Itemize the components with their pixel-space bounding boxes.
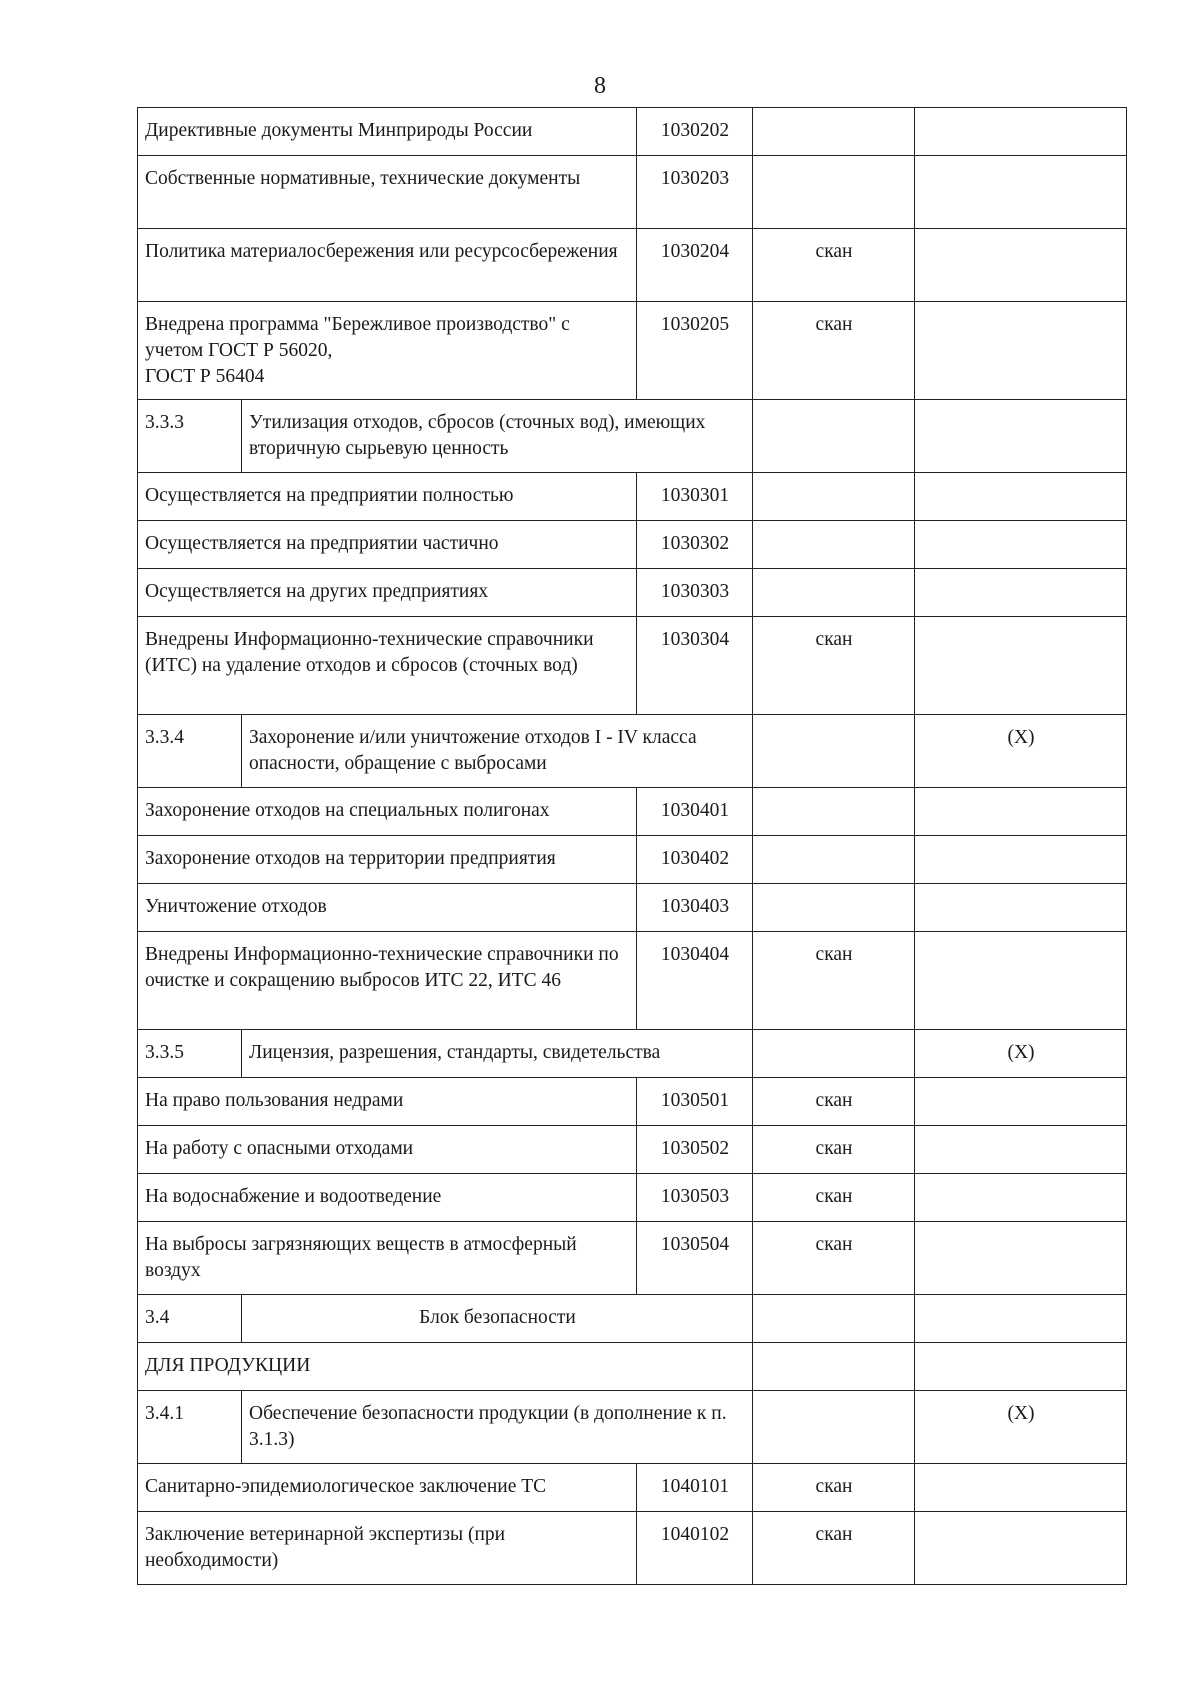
- row-text: Внедрены Информационно-технические справочники по очистке и сокращению выбросов ИТС 22, ИТС 46: [138, 932, 637, 1030]
- row-code: 1030301: [637, 473, 753, 521]
- row-mark: [753, 788, 915, 836]
- table-row: [138, 1222, 1127, 1295]
- section-row: [138, 715, 1127, 788]
- row-x: [915, 1464, 1127, 1512]
- row-x: [915, 617, 1127, 715]
- row-mark: скан: [753, 302, 915, 400]
- row-mark: скан: [753, 1174, 915, 1222]
- row-x: [915, 108, 1127, 156]
- row-x: [915, 1126, 1127, 1174]
- row-code: 1030402: [637, 836, 753, 884]
- row-text: Уничтожение отходов: [138, 884, 637, 932]
- table-row: [138, 836, 1127, 884]
- row-code: 1040101: [637, 1464, 753, 1512]
- table-row: [138, 569, 1127, 617]
- row-mark: [753, 1343, 915, 1391]
- row-mark: [753, 1030, 915, 1078]
- section-row: [138, 1030, 1127, 1078]
- row-code: 1030504: [637, 1222, 753, 1295]
- table-row: [138, 302, 1127, 400]
- table-row: [138, 788, 1127, 836]
- row-mark: скан: [753, 932, 915, 1030]
- table-row: [138, 884, 1127, 932]
- row-text: Захоронение отходов на территории предприятия: [138, 836, 637, 884]
- section-number: 3.3.5: [138, 1030, 242, 1078]
- section-row: [138, 1391, 1127, 1464]
- row-text: Собственные нормативные, технические документы: [138, 156, 637, 229]
- row-text: На право пользования недрами: [138, 1078, 637, 1126]
- row-mark: [753, 400, 915, 473]
- row-text: Внедрена программа "Бережливое производство" с учетом ГОСТ Р 56020, ГОСТ Р 56404: [138, 302, 637, 400]
- table-row: [138, 108, 1127, 156]
- row-mark: скан: [753, 1126, 915, 1174]
- table-row: [138, 1464, 1127, 1512]
- row-code: 1030403: [637, 884, 753, 932]
- section-row: [138, 400, 1127, 473]
- section-row: [138, 1295, 1127, 1343]
- section-title: Блок безопасности: [242, 1295, 753, 1343]
- row-x: [915, 932, 1127, 1030]
- row-x: (X): [915, 1030, 1127, 1078]
- row-text: Заключение ветеринарной экспертизы (при необходимости): [138, 1512, 637, 1585]
- table-row: [138, 1078, 1127, 1126]
- row-text: Санитарно-эпидемиологическое заключение ТС: [138, 1464, 637, 1512]
- row-code: 1030302: [637, 521, 753, 569]
- row-text: Захоронение отходов на специальных полигонах: [138, 788, 637, 836]
- row-text: Осуществляется на предприятии частично: [138, 521, 637, 569]
- table-row: [138, 617, 1127, 715]
- group-row: [138, 1343, 1127, 1391]
- row-x: [915, 229, 1127, 302]
- row-x: [915, 788, 1127, 836]
- page-number: 8: [594, 73, 606, 99]
- row-text: Внедрены Информационно-технические справочники (ИТС) на удаление отходов и сбросов (сточных вод): [138, 617, 637, 715]
- row-code: 1030501: [637, 1078, 753, 1126]
- section-title: Захоронение и/или уничтожение отходов I - IV класса опасности, обращение с выбросами: [242, 715, 753, 788]
- row-x: [915, 473, 1127, 521]
- row-code: 1030204: [637, 229, 753, 302]
- row-code: 1030503: [637, 1174, 753, 1222]
- row-code: 1030205: [637, 302, 753, 400]
- table-row: [138, 156, 1127, 229]
- row-x: [915, 836, 1127, 884]
- row-mark: [753, 1295, 915, 1343]
- row-x: [915, 1295, 1127, 1343]
- row-mark: скан: [753, 1078, 915, 1126]
- section-title: Утилизация отходов, сбросов (сточных вод), имеющих вторичную сырьевую ценность: [242, 400, 753, 473]
- section-number: 3.3.3: [138, 400, 242, 473]
- group-title: ДЛЯ ПРОДУКЦИИ: [138, 1343, 753, 1391]
- row-x: [915, 156, 1127, 229]
- row-code: 1030502: [637, 1126, 753, 1174]
- row-code: 1030401: [637, 788, 753, 836]
- row-text: Осуществляется на предприятии полностью: [138, 473, 637, 521]
- table-row: [138, 1174, 1127, 1222]
- row-code: 1030303: [637, 569, 753, 617]
- table-row: [138, 1512, 1127, 1585]
- row-x: [915, 302, 1127, 400]
- row-mark: [753, 715, 915, 788]
- row-mark: [753, 569, 915, 617]
- table-row: [138, 932, 1127, 1030]
- row-mark: [753, 521, 915, 569]
- row-mark: скан: [753, 1222, 915, 1295]
- row-text: На работу с опасными отходами: [138, 1126, 637, 1174]
- row-text: На выбросы загрязняющих веществ в атмосферный воздух: [138, 1222, 637, 1295]
- row-x: [915, 1222, 1127, 1295]
- row-mark: скан: [753, 229, 915, 302]
- row-mark: скан: [753, 1512, 915, 1585]
- row-code: 1030202: [637, 108, 753, 156]
- row-x: (X): [915, 1391, 1127, 1464]
- row-code: 1030203: [637, 156, 753, 229]
- table-row: [138, 473, 1127, 521]
- row-x: [915, 1078, 1127, 1126]
- section-title: Обеспечение безопасности продукции (в дополнение к п. 3.1.3): [242, 1391, 753, 1464]
- row-x: [915, 1174, 1127, 1222]
- row-code: 1030404: [637, 932, 753, 1030]
- row-text: Политика материалосбережения или ресурсосбережения: [138, 229, 637, 302]
- row-text: Осуществляется на других предприятиях: [138, 569, 637, 617]
- row-x: (X): [915, 715, 1127, 788]
- section-number: 3.4.1: [138, 1391, 242, 1464]
- table-row: [138, 229, 1127, 302]
- requirements-table: [137, 107, 1127, 1585]
- table-row: [138, 521, 1127, 569]
- row-x: [915, 569, 1127, 617]
- row-mark: [753, 884, 915, 932]
- row-code: 1040102: [637, 1512, 753, 1585]
- row-x: [915, 884, 1127, 932]
- row-text: На водоснабжение и водоотведение: [138, 1174, 637, 1222]
- row-x: [915, 521, 1127, 569]
- row-mark: [753, 836, 915, 884]
- section-number: 3.3.4: [138, 715, 242, 788]
- row-x: [915, 400, 1127, 473]
- row-mark: [753, 108, 915, 156]
- row-x: [915, 1512, 1127, 1585]
- row-mark: скан: [753, 1464, 915, 1512]
- row-x: [915, 1343, 1127, 1391]
- row-mark: [753, 156, 915, 229]
- section-number: 3.4: [138, 1295, 242, 1343]
- row-mark: скан: [753, 617, 915, 715]
- row-mark: [753, 473, 915, 521]
- row-mark: [753, 1391, 915, 1464]
- row-text: Директивные документы Минприроды России: [138, 108, 637, 156]
- section-title: Лицензия, разрешения, стандарты, свидетельства: [242, 1030, 753, 1078]
- row-code: 1030304: [637, 617, 753, 715]
- table-row: [138, 1126, 1127, 1174]
